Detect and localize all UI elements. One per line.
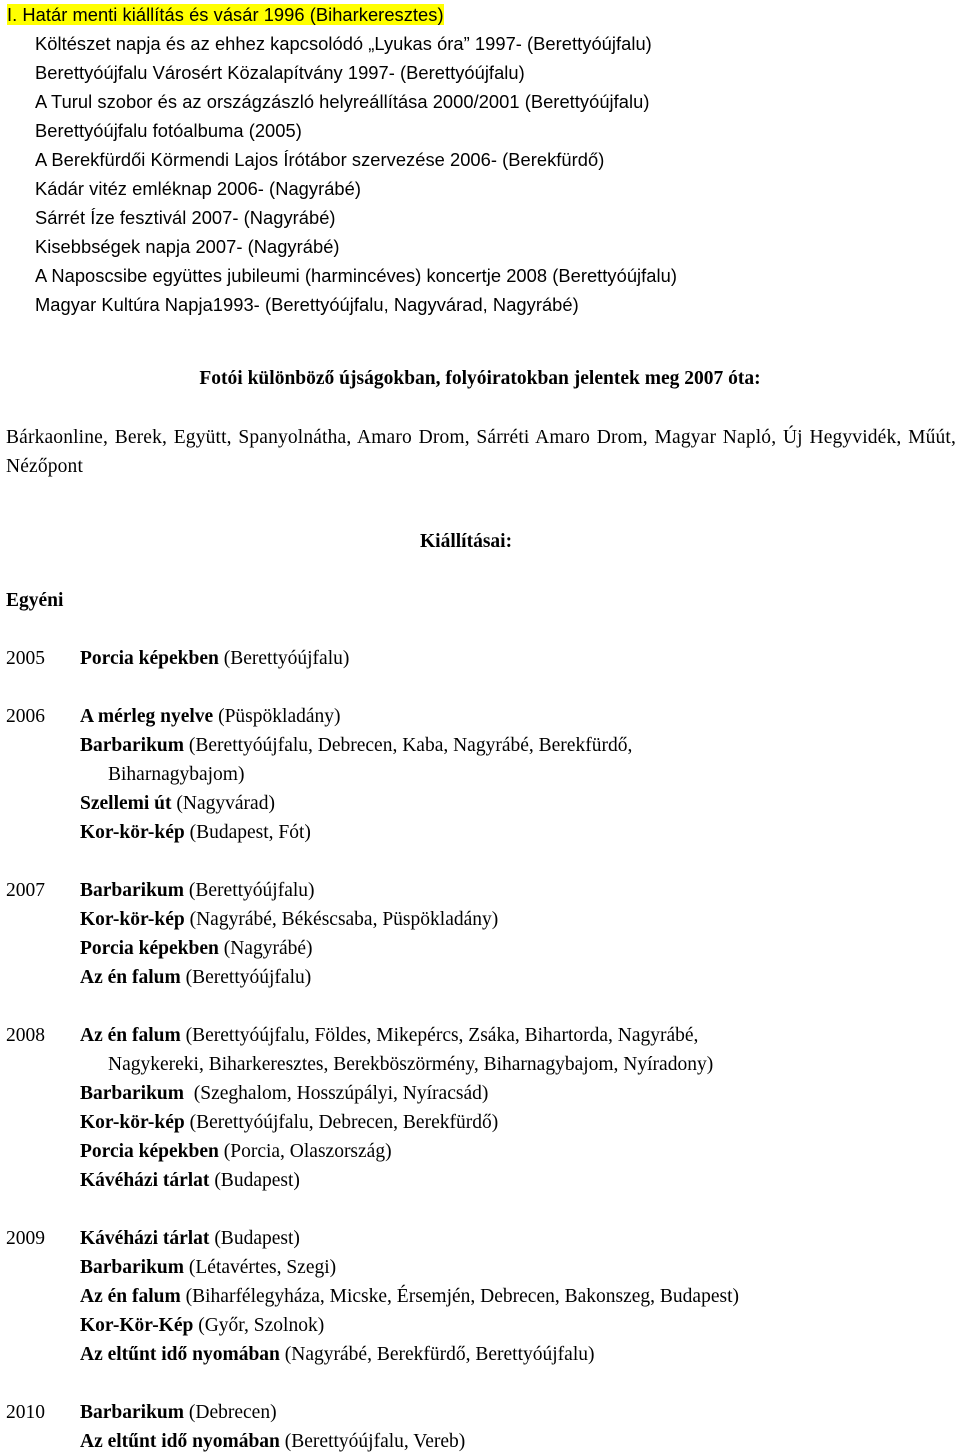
exhibition-entry (80, 1079, 488, 1108)
exhibition-title: Porcia képekben (80, 648, 219, 669)
exhibitions-heading: Kiállításai: (420, 531, 513, 552)
exhibition-title: Szellemi út (80, 793, 172, 814)
exhibition-place: (Szeghalom, Hosszúpályi, Nyíracsád) (184, 1083, 489, 1104)
exhibition-title: Kávéházi tárlat (80, 1170, 210, 1191)
activity-line: Berettyóújfalu Városért Közalapítvány 1997- (Berettyóújfalu) (35, 62, 525, 83)
exhibition-entry (80, 1137, 392, 1166)
exhibition-title: Barbarikum (80, 1257, 185, 1278)
exhibition-entry (80, 1427, 465, 1456)
exhibition-entry (80, 644, 349, 673)
exhibition-entry (80, 1311, 324, 1340)
year-label: 2009 (6, 1228, 45, 1249)
exhibition-entry (80, 702, 341, 731)
exhibition-title: Kor-kör-kép (80, 1112, 185, 1133)
exhibition-title: Barbarikum (80, 1083, 185, 1104)
exhibition-place: (Berettyóújfalu, Debrecen, Berekfürdő) (184, 1112, 499, 1133)
exhibition-title: Porcia képekben (80, 938, 219, 959)
activity-line: Kisebbségek napja 2007- (Nagyrábé) (35, 236, 340, 257)
activity-line: Sárrét Íze fesztivál 2007- (Nagyrábé) (35, 207, 336, 228)
activity-line: Kádár vitéz emléknap 2006- (Nagyrábé) (35, 178, 362, 199)
activities-list (7, 0, 950, 319)
activity-line: Költészet napja és az ehhez kapcsolódó „Lyukas óra” 1997- (Berettyóújfalu) (35, 33, 652, 54)
exhibition-place: (Nagyrábé, Berekfürdő, Berettyóújfalu) (279, 1344, 595, 1365)
exhibition-entry (80, 789, 275, 818)
exhibition-title: Kor-kör-kép (80, 909, 185, 930)
activity-line: Berettyóújfalu fotóalbuma (2005) (35, 120, 302, 141)
photos-heading: Fotói különböző újságokban, folyóiratokban jelentek meg 2007 óta: (199, 368, 761, 389)
exhibition-place: (Budapest) (209, 1228, 300, 1249)
exhibition-entry (80, 818, 311, 847)
exhibition-place: (Püspökladány) (213, 706, 341, 727)
exhibition-place: (Porcia, Olaszország) (218, 1141, 392, 1162)
activity-line-highlighted (7, 0, 922, 29)
highlighted-text: I. Határ menti kiállítás és vásár 1996 (Biharkeresztes) (7, 4, 444, 25)
exhibition-place: (Budapest) (209, 1170, 300, 1191)
exhibition-title: Kávéházi tárlat (80, 1228, 210, 1249)
exhibition-title: Kor-Kör-Kép (80, 1315, 194, 1336)
exhibition-place: (Berettyóújfalu) (184, 880, 315, 901)
exhibition-place: (Debrecen) (184, 1402, 277, 1423)
exhibition-title: Barbarikum (80, 735, 185, 756)
exhibition-entry (80, 1108, 498, 1137)
activity-line: A Naposcsibe együttes jubileumi (harmincéves) koncertje 2008 (Berettyóújfalu) (35, 265, 677, 286)
exhibition-place: (Létavértes, Szegi) (184, 1257, 337, 1278)
exhibition-place: (Berettyóújfalu) (218, 648, 350, 669)
exhibition-title: Az én falum (80, 1025, 181, 1046)
exhibition-place: (Berettyóújfalu, Debrecen, Kaba, Nagyrábé, Berekfürdő, (184, 735, 633, 756)
exhibition-title: Az eltűnt idő nyomában (80, 1431, 280, 1452)
activity-line: A Berekfürdői Körmendi Lajos Írótábor szervezése 2006- (Berekfürdő) (35, 149, 605, 170)
publications-list: Bárkaonline, Berek, Együtt, Spanyolnátha, Amaro Drom, Sárréti Amaro Drom, Magyar Napló, Új Hegyvidék, Műút, Nézőpont (6, 427, 956, 477)
exhibition-place: (Berettyóújfalu, Földes, Mikepércs, Zsáka, Bihartorda, Nagyrábé, (180, 1025, 699, 1046)
exhibition-place: (Nagyrábé) (218, 938, 313, 959)
year-label: 2008 (6, 1025, 45, 1046)
year-label: 2010 (6, 1402, 45, 1423)
exhibition-place: (Berettyóújfalu) (180, 967, 312, 988)
exhibition-entry (80, 731, 632, 760)
year-label: 2005 (6, 648, 45, 669)
activity-line: A Turul szobor és az országzászló helyreállítása 2000/2001 (Berettyóújfalu) (35, 91, 650, 112)
year-label: 2006 (6, 706, 45, 727)
exhibition-entry (80, 1253, 336, 1282)
exhibition-entry (80, 1021, 698, 1050)
activity-line: Magyar Kultúra Napja1993- (Berettyóújfalu, Nagyvárad, Nagyrábé) (35, 294, 579, 315)
exhibition-title: Barbarikum (80, 880, 185, 901)
solo-exhibitions-heading: Egyéni (6, 590, 64, 611)
exhibition-entry (80, 1398, 277, 1427)
exhibition-place: (Biharfélegyháza, Micske, Érsemjén, Debrecen, Bakonszeg, Budapest) (180, 1286, 739, 1307)
exhibition-entry (80, 876, 315, 905)
exhibition-entry (80, 1282, 739, 1311)
exhibition-entry (80, 963, 311, 992)
exhibition-place: (Budapest, Fót) (184, 822, 311, 843)
exhibition-place: (Nagyvárad) (171, 793, 275, 814)
exhibition-entry (80, 934, 313, 963)
exhibition-place: (Berettyóújfalu, Vereb) (279, 1431, 466, 1452)
exhibition-title: Az eltűnt idő nyomában (80, 1344, 280, 1365)
exhibition-entry (80, 1166, 300, 1195)
exhibition-place: (Győr, Szolnok) (193, 1315, 325, 1336)
exhibition-title: Az én falum (80, 1286, 181, 1307)
exhibition-title: Az én falum (80, 967, 181, 988)
year-label: 2007 (6, 880, 45, 901)
exhibition-title: A mérleg nyelve (80, 706, 214, 727)
exhibition-title: Porcia képekben (80, 1141, 219, 1162)
exhibition-entry (80, 1340, 595, 1369)
exhibition-entry (80, 1224, 300, 1253)
exhibition-title: Kor-kör-kép (80, 822, 185, 843)
exhibition-title: Barbarikum (80, 1402, 185, 1423)
exhibition-entry (80, 905, 498, 934)
exhibition-place-continued: Nagykereki, Biharkeresztes, Berekböszörmény, Biharnagybajom, Nyíradony) (108, 1054, 714, 1075)
exhibition-place: (Nagyrábé, Békéscsaba, Püspökladány) (184, 909, 499, 930)
exhibition-place-continued: Biharnagybajom) (108, 764, 245, 785)
